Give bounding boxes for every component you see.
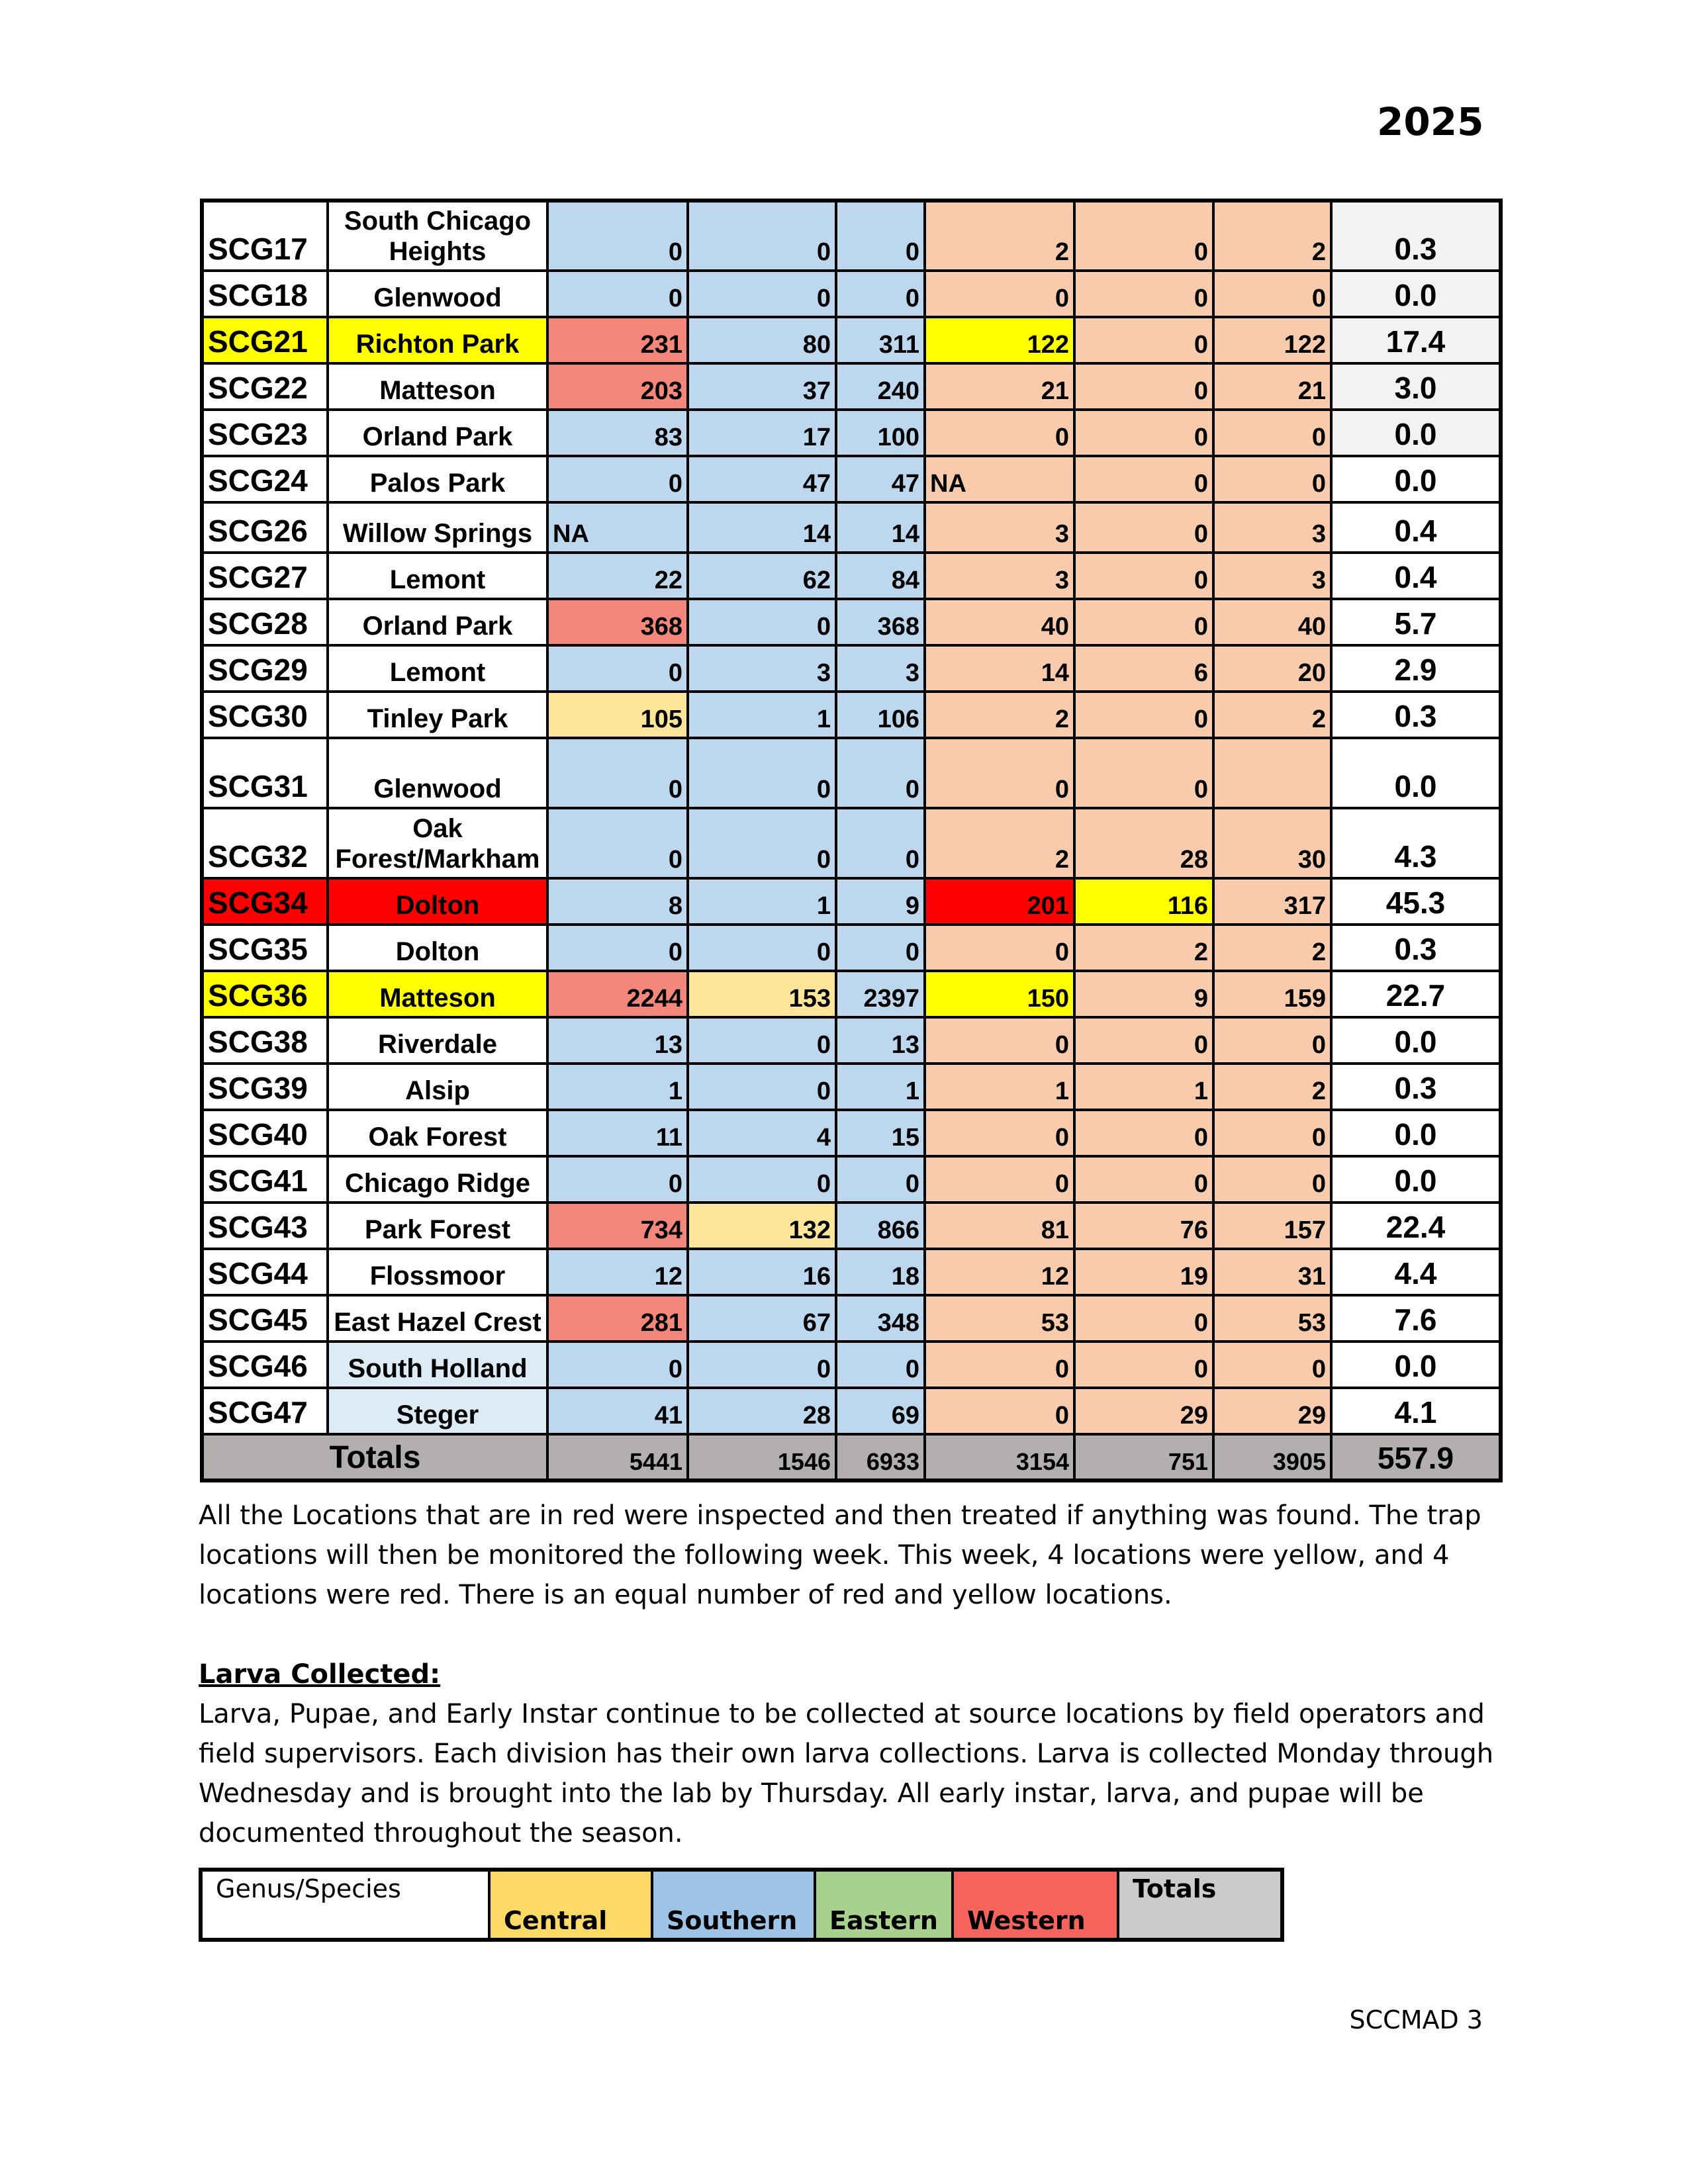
count-cell-4: 14: [925, 645, 1074, 692]
count-cell-2: 0: [688, 1342, 836, 1388]
table-row: [202, 1342, 1501, 1388]
table-row: [202, 1388, 1501, 1434]
table-row: [202, 925, 1501, 971]
percent-cell: 22.4: [1331, 1203, 1501, 1249]
count-cell-4: 201: [925, 878, 1074, 925]
count-cell-2: 132: [688, 1203, 836, 1249]
percent-cell: 0.0: [1331, 1110, 1501, 1156]
table-row: [202, 645, 1501, 692]
count-cell-3: 311: [836, 317, 925, 363]
count-cell-1: 0: [547, 1342, 688, 1388]
count-cell-2: 28: [688, 1388, 836, 1434]
location-cell: Park Forest: [328, 1203, 547, 1249]
count-cell-1: 0: [547, 271, 688, 317]
count-cell-6: 2: [1213, 925, 1331, 971]
trap-code-cell: SCG47: [202, 1388, 328, 1434]
trap-code-cell: SCG23: [202, 410, 328, 456]
count-cell-4: 2: [925, 692, 1074, 738]
count-cell-4: 122: [925, 317, 1074, 363]
trap-code-cell: SCG41: [202, 1156, 328, 1203]
count-cell-4: 0: [925, 1110, 1074, 1156]
count-cell-1: 281: [547, 1295, 688, 1342]
count-cell-5: 9: [1074, 971, 1213, 1017]
count-cell-5: 0: [1074, 599, 1213, 645]
count-cell-2: 4: [688, 1110, 836, 1156]
percent-cell: 17.4: [1331, 317, 1501, 363]
count-cell-6: 0: [1213, 456, 1331, 502]
table-row: [202, 1110, 1501, 1156]
trap-code-cell: SCG22: [202, 363, 328, 410]
count-cell-1: 231: [547, 317, 688, 363]
table-row: [202, 1203, 1501, 1249]
count-cell-6: 29: [1213, 1388, 1331, 1434]
percent-cell: 0.0: [1331, 1017, 1501, 1064]
count-cell-6: 2: [1213, 692, 1331, 738]
percent-cell: 0.0: [1331, 456, 1501, 502]
totals-count-1: 5441: [547, 1434, 688, 1480]
count-cell-3: 0: [836, 201, 925, 271]
trap-code-cell: SCG45: [202, 1295, 328, 1342]
count-cell-5: 0: [1074, 1342, 1213, 1388]
count-cell-4: 0: [925, 410, 1074, 456]
count-cell-2: 0: [688, 599, 836, 645]
percent-cell: 0.3: [1331, 692, 1501, 738]
count-cell-1: 0: [547, 645, 688, 692]
location-cell: Tinley Park: [328, 692, 547, 738]
percent-cell: 0.4: [1331, 553, 1501, 599]
count-cell-3: 0: [836, 925, 925, 971]
percent-cell: 0.0: [1331, 410, 1501, 456]
trap-code-cell: SCG40: [202, 1110, 328, 1156]
percent-cell: 4.4: [1331, 1249, 1501, 1295]
trap-code-cell: SCG27: [202, 553, 328, 599]
location-cell: Orland Park: [328, 410, 547, 456]
count-cell-3: 106: [836, 692, 925, 738]
count-cell-6: 0: [1213, 410, 1331, 456]
table-row: [202, 692, 1501, 738]
count-cell-3: 0: [836, 1156, 925, 1203]
count-cell-4: 0: [925, 271, 1074, 317]
count-cell-3: 2397: [836, 971, 925, 1017]
location-cell: Glenwood: [328, 738, 547, 808]
count-cell-6: [1213, 738, 1331, 808]
count-cell-1: NA: [547, 502, 688, 553]
count-cell-5: 0: [1074, 1156, 1213, 1203]
percent-cell: 7.6: [1331, 1295, 1501, 1342]
percent-cell: 0.0: [1331, 1342, 1501, 1388]
percent-cell: 0.3: [1331, 201, 1501, 271]
trap-code-cell: SCG46: [202, 1342, 328, 1388]
location-cell: Lemont: [328, 645, 547, 692]
count-cell-2: 0: [688, 808, 836, 878]
count-cell-5: 0: [1074, 502, 1213, 553]
percent-cell: 0.4: [1331, 502, 1501, 553]
legend-genus-species: Genus/Species: [201, 1870, 489, 1940]
location-cell: Dolton: [328, 925, 547, 971]
table-row: [202, 1156, 1501, 1203]
count-cell-6: 159: [1213, 971, 1331, 1017]
totals-percent: 557.9: [1331, 1434, 1501, 1480]
location-cell: Orland Park: [328, 599, 547, 645]
count-cell-5: 0: [1074, 1295, 1213, 1342]
legend-western: Western: [953, 1870, 1118, 1940]
count-cell-4: 150: [925, 971, 1074, 1017]
trap-code-cell: SCG34: [202, 878, 328, 925]
count-cell-1: 0: [547, 925, 688, 971]
percent-cell: 0.0: [1331, 1156, 1501, 1203]
trap-code-cell: SCG30: [202, 692, 328, 738]
location-cell: Glenwood: [328, 271, 547, 317]
count-cell-5: 6: [1074, 645, 1213, 692]
count-cell-5: 76: [1074, 1203, 1213, 1249]
count-cell-6: 40: [1213, 599, 1331, 645]
table-row: [202, 456, 1501, 502]
count-cell-3: 0: [836, 808, 925, 878]
count-cell-1: 0: [547, 738, 688, 808]
location-cell: Alsip: [328, 1064, 547, 1110]
count-cell-6: 0: [1213, 1017, 1331, 1064]
count-cell-4: NA: [925, 456, 1074, 502]
trap-code-cell: SCG21: [202, 317, 328, 363]
count-cell-2: 17: [688, 410, 836, 456]
legend-totals: Totals: [1118, 1870, 1282, 1940]
count-cell-1: 203: [547, 363, 688, 410]
count-cell-5: 0: [1074, 410, 1213, 456]
count-cell-6: 0: [1213, 1156, 1331, 1203]
count-cell-1: 0: [547, 1156, 688, 1203]
count-cell-5: 28: [1074, 808, 1213, 878]
count-cell-4: 3: [925, 502, 1074, 553]
trap-code-cell: SCG43: [202, 1203, 328, 1249]
trap-code-cell: SCG35: [202, 925, 328, 971]
legend-southern: Southern: [652, 1870, 815, 1940]
location-cell: Dolton: [328, 878, 547, 925]
count-cell-5: 0: [1074, 201, 1213, 271]
report-year: 2025: [1377, 99, 1484, 144]
table-row: [202, 808, 1501, 878]
table-row: [202, 201, 1501, 271]
legend-central: Central: [489, 1870, 652, 1940]
count-cell-3: 14: [836, 502, 925, 553]
count-cell-6: 122: [1213, 317, 1331, 363]
totals-count-3: 6933: [836, 1434, 925, 1480]
count-cell-4: 12: [925, 1249, 1074, 1295]
location-cell: Riverdale: [328, 1017, 547, 1064]
count-cell-1: 734: [547, 1203, 688, 1249]
count-cell-4: 21: [925, 363, 1074, 410]
page-footer: SCCMAD 3: [1349, 2005, 1483, 2034]
count-cell-5: 0: [1074, 317, 1213, 363]
count-cell-1: 83: [547, 410, 688, 456]
location-cell: South Chicago Heights: [328, 201, 547, 271]
table-row: [202, 363, 1501, 410]
table-row: [202, 878, 1501, 925]
count-cell-1: 0: [547, 456, 688, 502]
count-cell-2: 16: [688, 1249, 836, 1295]
table-row: [202, 971, 1501, 1017]
count-cell-5: 2: [1074, 925, 1213, 971]
count-cell-5: 0: [1074, 692, 1213, 738]
location-cell: Oak Forest: [328, 1110, 547, 1156]
count-cell-3: 348: [836, 1295, 925, 1342]
count-cell-1: 2244: [547, 971, 688, 1017]
trap-code-cell: SCG44: [202, 1249, 328, 1295]
count-cell-2: 62: [688, 553, 836, 599]
count-cell-6: 2: [1213, 201, 1331, 271]
count-cell-2: 0: [688, 1017, 836, 1064]
count-cell-3: 15: [836, 1110, 925, 1156]
count-cell-5: 0: [1074, 553, 1213, 599]
totals-count-4: 3154: [925, 1434, 1074, 1480]
table-row: [202, 1017, 1501, 1064]
table-row: [202, 1295, 1501, 1342]
trap-code-cell: SCG26: [202, 502, 328, 553]
percent-cell: 4.3: [1331, 808, 1501, 878]
percent-cell: 0.0: [1331, 271, 1501, 317]
percent-cell: 5.7: [1331, 599, 1501, 645]
location-cell: Palos Park: [328, 456, 547, 502]
count-cell-5: 116: [1074, 878, 1213, 925]
count-cell-6: 0: [1213, 1342, 1331, 1388]
count-cell-2: 47: [688, 456, 836, 502]
count-cell-1: 22: [547, 553, 688, 599]
count-cell-4: 53: [925, 1295, 1074, 1342]
count-cell-1: 13: [547, 1017, 688, 1064]
location-cell: Lemont: [328, 553, 547, 599]
location-cell: Oak Forest/Markham: [328, 808, 547, 878]
count-cell-6: 0: [1213, 271, 1331, 317]
percent-cell: 2.9: [1331, 645, 1501, 692]
count-cell-1: 368: [547, 599, 688, 645]
count-cell-1: 41: [547, 1388, 688, 1434]
count-cell-3: 13: [836, 1017, 925, 1064]
treatment-note-paragraph: All the Locations that are in red were inspected and then treated if anything was found. The trap locations will then be monitored the following week. This week, 4 locations were yellow, and 4 locations were red. There is an equal number of red and yellow locations.: [199, 1500, 1481, 1610]
count-cell-3: 3: [836, 645, 925, 692]
count-cell-3: 18: [836, 1249, 925, 1295]
count-cell-5: 19: [1074, 1249, 1213, 1295]
count-cell-2: 80: [688, 317, 836, 363]
count-cell-5: 0: [1074, 456, 1213, 502]
count-cell-6: 3: [1213, 502, 1331, 553]
percent-cell: 0.3: [1331, 925, 1501, 971]
count-cell-6: 20: [1213, 645, 1331, 692]
count-cell-4: 0: [925, 1388, 1074, 1434]
count-cell-1: 1: [547, 1064, 688, 1110]
count-cell-3: 0: [836, 1342, 925, 1388]
location-cell: Steger: [328, 1388, 547, 1434]
totals-count-2: 1546: [688, 1434, 836, 1480]
table-row: [202, 502, 1501, 553]
count-cell-1: 11: [547, 1110, 688, 1156]
count-cell-5: 29: [1074, 1388, 1213, 1434]
trap-code-cell: SCG39: [202, 1064, 328, 1110]
count-cell-4: 0: [925, 1156, 1074, 1203]
count-cell-4: 40: [925, 599, 1074, 645]
trap-code-cell: SCG36: [202, 971, 328, 1017]
count-cell-2: 37: [688, 363, 836, 410]
count-cell-2: 1: [688, 692, 836, 738]
trap-code-cell: SCG24: [202, 456, 328, 502]
count-cell-2: 0: [688, 201, 836, 271]
count-cell-3: 240: [836, 363, 925, 410]
count-cell-5: 0: [1074, 1017, 1213, 1064]
count-cell-4: 1: [925, 1064, 1074, 1110]
count-cell-4: 2: [925, 201, 1074, 271]
count-cell-1: 0: [547, 808, 688, 878]
larva-collected-paragraph: Larva, Pupae, and Early Instar continue to be collected at source locations by field operators and field supervisors. Each division has their own larva collections. Larva is collected Monday through Wednesday and is brought into the lab by Thursday. All early instar, larva, and pupae will be documented throughout the season.: [199, 1699, 1494, 1848]
count-cell-2: 153: [688, 971, 836, 1017]
table-row: [202, 271, 1501, 317]
trap-code-cell: SCG18: [202, 271, 328, 317]
count-cell-3: 69: [836, 1388, 925, 1434]
count-cell-5: 0: [1074, 738, 1213, 808]
totals-count-6: 3905: [1213, 1434, 1331, 1480]
count-cell-3: 0: [836, 271, 925, 317]
trap-code-cell: SCG28: [202, 599, 328, 645]
table-row: [202, 599, 1501, 645]
legend-eastern: Eastern: [815, 1870, 953, 1940]
count-cell-3: 866: [836, 1203, 925, 1249]
count-cell-6: 30: [1213, 808, 1331, 878]
trap-code-cell: SCG38: [202, 1017, 328, 1064]
count-cell-3: 9: [836, 878, 925, 925]
location-cell: Matteson: [328, 971, 547, 1017]
table-row: [202, 317, 1501, 363]
count-cell-6: 0: [1213, 1110, 1331, 1156]
location-cell: Matteson: [328, 363, 547, 410]
location-cell: Flossmoor: [328, 1249, 547, 1295]
location-cell: East Hazel Crest: [328, 1295, 547, 1342]
count-cell-2: 0: [688, 1064, 836, 1110]
count-cell-2: 14: [688, 502, 836, 553]
location-cell: Chicago Ridge: [328, 1156, 547, 1203]
count-cell-4: 0: [925, 925, 1074, 971]
count-cell-3: 1: [836, 1064, 925, 1110]
count-cell-2: 0: [688, 738, 836, 808]
count-cell-4: 0: [925, 1017, 1074, 1064]
count-cell-4: 3: [925, 553, 1074, 599]
count-cell-5: 1: [1074, 1064, 1213, 1110]
count-cell-6: 53: [1213, 1295, 1331, 1342]
count-cell-6: 31: [1213, 1249, 1331, 1295]
count-cell-2: 1: [688, 878, 836, 925]
location-cell: Willow Springs: [328, 502, 547, 553]
totals-count-5: 751: [1074, 1434, 1213, 1480]
count-cell-4: 0: [925, 1342, 1074, 1388]
totals-label: Totals: [202, 1434, 547, 1480]
count-cell-4: 0: [925, 738, 1074, 808]
count-cell-6: 157: [1213, 1203, 1331, 1249]
percent-cell: 22.7: [1331, 971, 1501, 1017]
count-cell-3: 47: [836, 456, 925, 502]
count-cell-6: 3: [1213, 553, 1331, 599]
percent-cell: 4.1: [1331, 1388, 1501, 1434]
count-cell-6: 317: [1213, 878, 1331, 925]
location-cell: Richton Park: [328, 317, 547, 363]
count-cell-5: 0: [1074, 363, 1213, 410]
count-cell-2: 3: [688, 645, 836, 692]
count-cell-3: 368: [836, 599, 925, 645]
trap-code-cell: SCG31: [202, 738, 328, 808]
count-cell-2: 0: [688, 1156, 836, 1203]
division-legend-table: [199, 1868, 1284, 1942]
table-row: [202, 1064, 1501, 1110]
totals-row: [202, 1434, 1501, 1480]
table-row: [202, 1249, 1501, 1295]
count-cell-4: 81: [925, 1203, 1074, 1249]
trap-code-cell: SCG17: [202, 201, 328, 271]
table-row: [202, 410, 1501, 456]
location-cell: South Holland: [328, 1342, 547, 1388]
larva-collected-heading: Larva Collected:: [199, 1659, 441, 1690]
count-cell-1: 12: [547, 1249, 688, 1295]
count-cell-3: 100: [836, 410, 925, 456]
count-cell-3: 84: [836, 553, 925, 599]
percent-cell: 45.3: [1331, 878, 1501, 925]
count-cell-2: 67: [688, 1295, 836, 1342]
count-cell-6: 21: [1213, 363, 1331, 410]
count-cell-2: 0: [688, 271, 836, 317]
count-cell-1: 0: [547, 201, 688, 271]
table-row: [202, 553, 1501, 599]
table-row: [202, 738, 1501, 808]
percent-cell: 0.3: [1331, 1064, 1501, 1110]
count-cell-1: 8: [547, 878, 688, 925]
trap-count-table: [200, 199, 1503, 1482]
trap-code-cell: SCG32: [202, 808, 328, 878]
count-cell-1: 105: [547, 692, 688, 738]
percent-cell: 3.0: [1331, 363, 1501, 410]
percent-cell: 0.0: [1331, 738, 1501, 808]
count-cell-5: 0: [1074, 1110, 1213, 1156]
count-cell-6: 2: [1213, 1064, 1331, 1110]
trap-code-cell: SCG29: [202, 645, 328, 692]
count-cell-3: 0: [836, 738, 925, 808]
count-cell-5: 0: [1074, 271, 1213, 317]
count-cell-2: 0: [688, 925, 836, 971]
count-cell-4: 2: [925, 808, 1074, 878]
